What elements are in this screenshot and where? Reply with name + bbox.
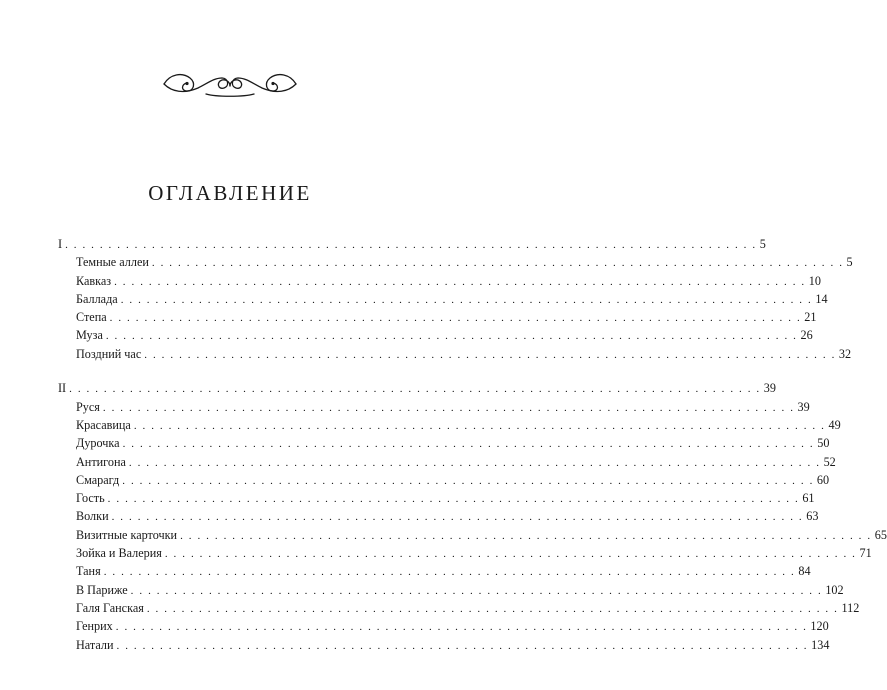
toc-leader-dots: . . . . . . . . . . . . . . . . . . . . . . . . . . . . . . . . . . . . . . . . . . . . . . . . . . . . . . . . . . . . . . . . . . . . . . . . . . . . . . . . <box>122 474 814 487</box>
toc-leader-dots: . . . . . . . . . . . . . . . . . . . . . . . . . . . . . . . . . . . . . . . . . . . . . . . . . . . . . . . . . . . . . . . . . . . . . . . . . . . . . . . . <box>69 383 761 396</box>
toc-entry <box>58 489 815 507</box>
toc-entry <box>58 326 813 344</box>
toc-entry <box>58 471 830 489</box>
toc-entry-title: В Париже <box>76 582 128 597</box>
toc-entry <box>58 345 852 363</box>
table-of-contents <box>58 235 887 654</box>
toc-entry-title: I <box>58 237 63 251</box>
toc-entry <box>58 272 821 290</box>
toc-page-number: 50 <box>817 436 830 451</box>
toc-page-number: 112 <box>841 600 860 615</box>
toc-leader-dots: . . . . . . . . . . . . . . . . . . . . . . . . . . . . . . . . . . . . . . . . . . . . . . . . . . . . . . . . . . . . . . . . . . . . . . . . . . . . . . . . <box>133 419 826 432</box>
toc-leader-dots: . . . . . . . . . . . . . . . . . . . . . . . . . . . . . . . . . . . . . . . . . . . . . . . . . . . . . . . . . . . . . . . . . . . . . . . . . . . . . . . . <box>180 529 872 542</box>
toc-page-number: 60 <box>816 472 830 487</box>
toc-leader-dots: . . . . . . . . . . . . . . . . . . . . . . . . . . . . . . . . . . . . . . . . . . . . . . . . . . . . . . . . . . . . . . . . . . . . . . . . . . . . . . . . <box>144 348 836 361</box>
toc-part-entry <box>58 379 776 397</box>
toc-entry-title: Генрих <box>76 619 113 634</box>
toc-entry <box>58 562 811 580</box>
toc-page-number: 32 <box>838 346 852 361</box>
toc-page-number: 39 <box>763 381 776 396</box>
toc-leader-dots: . . . . . . . . . . . . . . . . . . . . . . . . . . . . . . . . . . . . . . . . . . . . . . . . . . . . . . . . . . . . . . . . . . . . . . . . . . . . . . . . <box>102 401 795 414</box>
toc-leader-dots: . . . . . . . . . . . . . . . . . . . . . . . . . . . . . . . . . . . . . . . . . . . . . . . . . . . . . . . . . . . . . . . . . . . . . . . . . . . . . . . . <box>65 239 757 251</box>
toc-entry-title: Волки <box>76 509 109 524</box>
toc-entry-title: Антигона <box>76 454 126 469</box>
toc-page-number: 26 <box>800 328 813 343</box>
toc-entry <box>58 544 872 562</box>
toc-page-number: 65 <box>874 527 887 542</box>
toc-entry-title: Руся <box>76 399 100 414</box>
toc-entry <box>58 290 828 308</box>
toc-leader-dots: . . . . . . . . . . . . . . . . . . . . . . . . . . . . . . . . . . . . . . . . . . . . . . . . . . . . . . . . . . . . . . . . . . . . . . . . . . . . . . . . <box>105 330 798 343</box>
toc-leader-dots: . . . . . . . . . . . . . . . . . . . . . . . . . . . . . . . . . . . . . . . . . . . . . . . . . . . . . . . . . . . . . . . . . . . . . . . . . . . . . . . . <box>114 275 806 288</box>
toc-leader-dots: . . . . . . . . . . . . . . . . . . . . . . . . . . . . . . . . . . . . . . . . . . . . . . . . . . . . . . . . . . . . . . . . . . . . . . . . . . . . . . . . <box>103 566 796 579</box>
toc-entry <box>58 617 829 635</box>
toc-page-number: 14 <box>815 291 828 306</box>
page-title: ОГЛАВЛЕНИЕ <box>148 181 312 205</box>
toc-entry <box>58 398 810 416</box>
toc-entry <box>58 599 860 617</box>
toc-leader-dots: . . . . . . . . . . . . . . . . . . . . . . . . . . . . . . . . . . . . . . . . . . . . . . . . . . . . . . . . . . . . . . . . . . . . . . . . . . . . . . . . <box>122 438 815 451</box>
toc-page-number: 134 <box>811 637 830 652</box>
toc-entry <box>58 308 817 326</box>
toc-leader-dots: . . . . . . . . . . . . . . . . . . . . . . . . . . . . . . . . . . . . . . . . . . . . . . . . . . . . . . . . . . . . . . . . . . . . . . . . . . . . . . . . <box>130 584 823 597</box>
toc-entry-title: Кавказ <box>76 273 112 288</box>
toc-entry-title: Муза <box>76 328 103 343</box>
toc-entry <box>58 581 844 599</box>
toc-page-number: 61 <box>802 491 815 506</box>
toc-entry-title: Смарагд <box>76 472 120 487</box>
toc-page-number: 120 <box>810 619 829 634</box>
toc-entry-title: Натали <box>76 637 114 652</box>
toc-page-number: 49 <box>828 417 841 432</box>
toc-entry <box>58 434 830 452</box>
toc-page-number: 84 <box>798 564 811 579</box>
toc-entry <box>58 416 841 434</box>
toc-leader-dots: . . . . . . . . . . . . . . . . . . . . . . . . . . . . . . . . . . . . . . . . . . . . . . . . . . . . . . . . . . . . . . . . . . . . . . . . . . . . . . . . <box>107 493 800 506</box>
toc-leader-dots: . . . . . . . . . . . . . . . . . . . . . . . . . . . . . . . . . . . . . . . . . . . . . . . . . . . . . . . . . . . . . . . . . . . . . . . . . . . . . . . . <box>120 293 813 306</box>
toc-entry-title: II <box>58 381 67 396</box>
toc-leader-dots: . . . . . . . . . . . . . . . . . . . . . . . . . . . . . . . . . . . . . . . . . . . . . . . . . . . . . . . . . . . . . . . . . . . . . . . . . . . . . . . . <box>116 639 809 652</box>
toc-entry <box>58 453 836 471</box>
toc-page-number: 21 <box>804 310 817 325</box>
toc-page-number: 52 <box>823 454 836 469</box>
toc-page-number: 5 <box>759 237 766 251</box>
toc-entry-title: Таня <box>76 564 101 579</box>
toc-leader-dots: . . . . . . . . . . . . . . . . . . . . . . . . . . . . . . . . . . . . . . . . . . . . . . . . . . . . . . . . . . . . . . . . . . . . . . . . . . . . . . . . <box>128 456 821 469</box>
toc-page-number: 39 <box>797 399 810 414</box>
toc-leader-dots: . . . . . . . . . . . . . . . . . . . . . . . . . . . . . . . . . . . . . . . . . . . . . . . . . . . . . . . . . . . . . . . . . . . . . . . . . . . . . . . . <box>164 548 857 561</box>
toc-entry-title: Поздний час <box>76 346 142 361</box>
toc-page-number: 71 <box>859 546 872 561</box>
toc-entry <box>58 526 887 544</box>
toc-entry <box>58 636 830 654</box>
toc-part-entry <box>58 235 766 253</box>
toc-entry-title: Гость <box>76 491 105 506</box>
toc-leader-dots: . . . . . . . . . . . . . . . . . . . . . . . . . . . . . . . . . . . . . . . . . . . . . . . . . . . . . . . . . . . . . . . . . . . . . . . . . . . . . . . . <box>109 312 802 325</box>
toc-entry <box>58 253 853 271</box>
toc-entry-title: Зойка и Валерия <box>76 546 162 561</box>
toc-leader-dots: . . . . . . . . . . . . . . . . . . . . . . . . . . . . . . . . . . . . . . . . . . . . . . . . . . . . . . . . . . . . . . . . . . . . . . . . . . . . . . . . <box>146 602 839 615</box>
toc-entry-title: Красавица <box>76 417 131 432</box>
toc-page-number: 10 <box>808 273 821 288</box>
toc-entry-title: Визитные карточки <box>76 527 178 542</box>
toc-entry-title: Темные аллеи <box>76 255 149 270</box>
toc-page-number: 102 <box>825 582 844 597</box>
toc-leader-dots: . . . . . . . . . . . . . . . . . . . . . . . . . . . . . . . . . . . . . . . . . . . . . . . . . . . . . . . . . . . . . . . . . . . . . . . . . . . . . . . . <box>115 621 808 634</box>
toc-leader-dots: . . . . . . . . . . . . . . . . . . . . . . . . . . . . . . . . . . . . . . . . . . . . . . . . . . . . . . . . . . . . . . . . . . . . . . . . . . . . . . . . <box>151 257 844 270</box>
flourish-ornament-icon <box>160 66 300 100</box>
toc-page-number: 5 <box>846 255 853 270</box>
toc-page-number: 63 <box>806 509 819 524</box>
toc-leader-dots: . . . . . . . . . . . . . . . . . . . . . . . . . . . . . . . . . . . . . . . . . . . . . . . . . . . . . . . . . . . . . . . . . . . . . . . . . . . . . . . . <box>111 511 804 524</box>
toc-entry-title: Баллада <box>76 291 118 306</box>
toc-entry <box>58 507 819 525</box>
toc-entry-title: Степа <box>76 310 107 325</box>
toc-entry-title: Галя Ганская <box>76 600 144 615</box>
toc-entry-title: Дурочка <box>76 436 120 451</box>
